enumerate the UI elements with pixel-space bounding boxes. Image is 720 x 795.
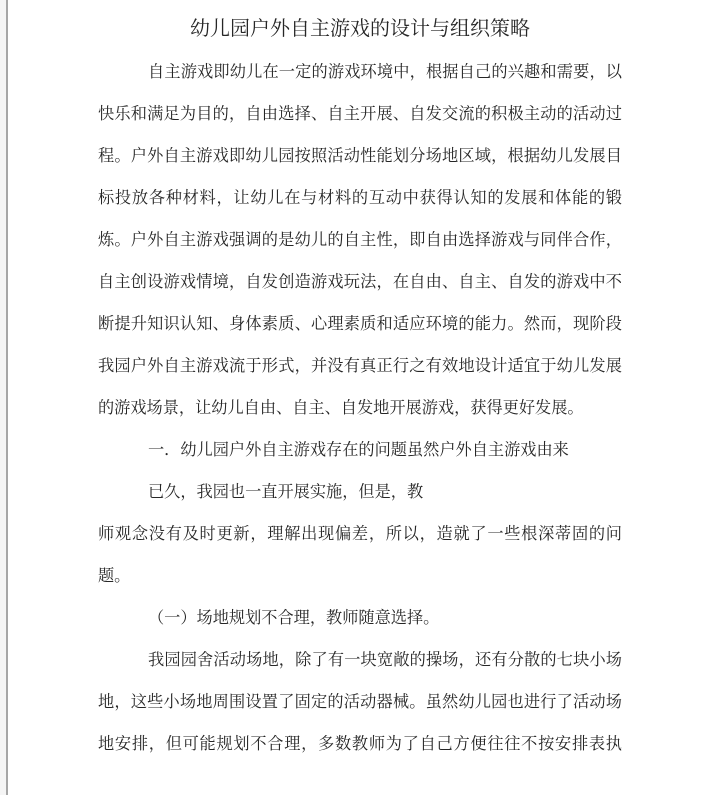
text-line: 标投放各种材料，让幼儿在与材料的互动中获得认知的发展和体能的锻 (98, 189, 622, 207)
text-line: 的游戏场景，让幼儿自由、自主、自发地开展游戏，获得更好发展。 (98, 399, 584, 417)
text-line: 题。 (98, 567, 131, 585)
text-line: 我园户外自主游戏流于形式，并没有真正行之有效地设计适宜于幼儿发展 (98, 357, 622, 375)
text-line: 一．幼儿园户外自主游戏存在的问题虽然户外自主游戏由来 (148, 441, 569, 459)
text-line: 已久，我园也一直开展实施，但是，教 (148, 483, 424, 501)
page-edge-border (0, 0, 8, 795)
text-line: 地，这些小场地周围设置了固定的活动器械。虽然幼儿园也进行了活动场 (98, 693, 622, 711)
text-line: 快乐和满足为目的，自由选择、自主开展、自发交流的积极主动的活动过 (98, 105, 622, 123)
text-line: 师观念没有及时更新，理解出现偏差，所以，造就了一些根深蒂固的问 (98, 525, 622, 543)
text-line: 地安排，但可能规划不合理，多数教师为了自己方便往往不按安排表执 (98, 735, 622, 753)
text-line: 自主创设游戏情境，自发创造游戏玩法，在自由、自主、自发的游戏中不 (98, 273, 622, 291)
text-line: 程。户外自主游戏即幼儿园按照活动性能划分场地区域，根据幼儿发展目 (98, 147, 622, 165)
text-line: 我园园舍活动场地，除了有一块宽敞的操场，还有分散的七块小场 (148, 651, 622, 669)
document-body (98, 51, 622, 765)
text-line: （一）场地规划不合理，教师随意选择。 (148, 609, 440, 627)
text-line: 断提升知识认知、身体素质、心理素质和适应环境的能力。然而，现阶段 (98, 315, 622, 333)
text-line: 自主游戏即幼儿在一定的游戏环境中，根据自己的兴趣和需要，以 (148, 63, 622, 81)
text-line: 炼。户外自主游戏强调的是幼儿的自主性，即自由选择游戏与同伴合作， (98, 231, 622, 249)
document-title: 幼儿园户外自主游戏的设计与组织策略 (190, 18, 530, 40)
